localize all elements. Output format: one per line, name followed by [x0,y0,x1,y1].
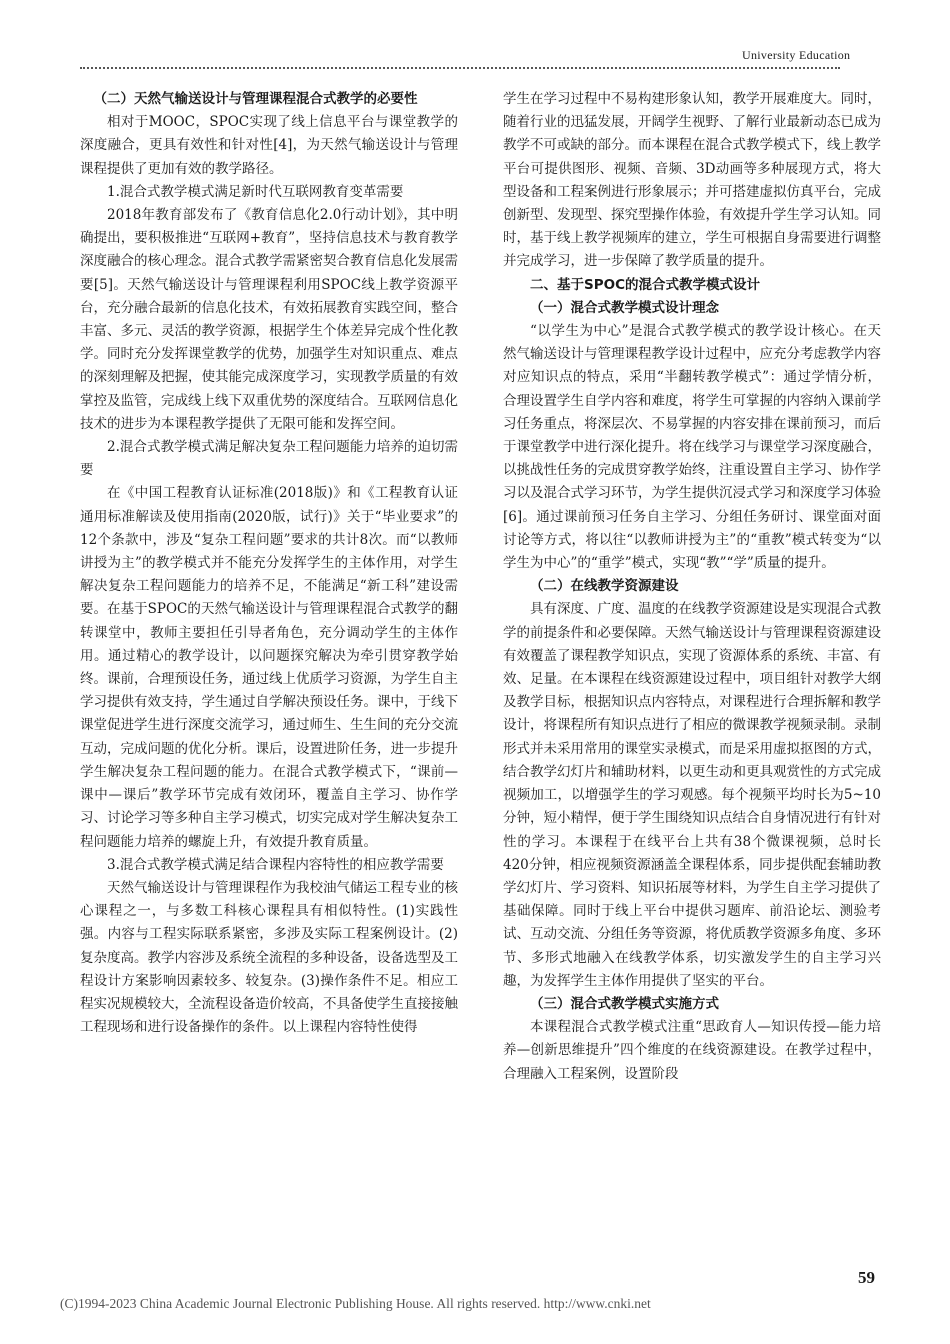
paragraph: 在《中国工程教育认证标准(2018版)》和《工程教育认证通用标准解读及使用指南(2020版，试行)》关于“毕业要求”的12个条款中，涉及“复杂工程问题”要求的共计8次。而“以教师讲授为主”的教学模式并不能充分发挥学生的主体作用，对学生解决复杂工程问题能力的培养不足，不能满足“新工科”建设需要。在基于SPOC的天然气输送设计与管理课程混合式教学的翻转课堂中，教师主要担任引导者角色，充分调动学生的主体作用。通过精心的教学设计，以问题探究解决为牵引贯穿教学始终。课前，合理预设任务，通过线上优质学习资源，为学生自主学习提供有效支持，学生通过自学解决预设任务。课中，于线下课堂促进学生进行深度交流学习，通过师生、生生间的充分交流互动，完成问题的优化分析。课后，设置进阶任务，进一步提升学生解决复杂工程问题的能力。在混合式教学模式下，“课前—课中—课后”教学环节完成有效闭环，覆盖自主学习、协作学习、讨论学习等多种自主学习模式，切实完成对学生解决复杂工程问题能力培养的螺旋上升，有效提升教育质量。 [80,485,458,850]
paragraph-continued: 学生在学习过程中不易构建形象认知，教学开展难度大。同时，随着行业的迅猛发展，开阔学生视野、了解行业最新动态已成为教学不可或缺的部分。而本课程在混合式教学模式下，线上教学平台可提供图形、视频、音频、3D动画等多种展现方式，将大型设备和工程案例进行形象展示；并可搭建虚拟仿真平台，完成创新型、发现型、探究型操作体验，有效提升学生学习认知。同时，基于线上教学视频库的建立，学生可根据自身需要进行调整并完成学习，进一步保障了教学质量的提升。 [503,91,881,270]
subheading-online-resources: （二）在线教学资源建设 [530,578,679,595]
subheading-necessity: （二）天然气输送设计与管理课程混合式教学的必要性 [93,91,418,107]
paragraph: 2018年教育部发布了《教育信息化2.0行动计划》，其中明确提出，要积极推进“互联网+教育”，坚持信息技术与教育教学深度融合的核心理念。混合式教学需紧密契合教育信息化发展需要[5]。天然气输送设计与管理课程利用SPOC线上教学资源平台，充分融合最新的信息化技术，有效拓展教育实践空间，整合丰富、多元、灵活的教学资源，根据学生个体差异完成个性化教学。同时充分发挥课堂教学的优势，加强学生对知识重点、难点的深刻理解及把握，使其能完成深度学习，实现教学质量的有效掌控及监管，完成线上线下双重优势的深度结合。互联网信息化技术的进步为本课程教学提供了无限可能和发挥空间。 [80,207,458,432]
left-column [80,88,458,1039]
paragraph: 本课程混合式教学模式注重“思政育人—知识传授—能力培养—创新思维提升”四个维度的在线资源建设。在教学过程中，合理融入工程案例，设置阶段 [503,1019,881,1082]
subheading-design-concept: （一）混合式教学模式设计理念 [530,299,719,316]
paragraph: 天然气输送设计与管理课程作为我校油气储运工程专业的核心课程之一，与多数工科核心课程具有相似特性。(1)实践性强。内容与工程实际联系紧密，多涉及实际工程案例设计。(2)复杂度高。教学内容涉及系统全流程的多种设备，设备选型及工程设计方案影响因素较多、较复杂。(3)操作条件不足。相应工程实况规模较大，全流程设备造价较高，不具备使学生直接接触工程现场和进行设备操作的条件。以上课程内容特性使得 [80,879,458,1036]
page-number: 59 [858,1268,875,1287]
journal-name: University Education [742,48,851,62]
paragraph: 具有深度、广度、温度的在线教学资源建设是实现混合式教学的前提条件和必要保障。天然气输送设计与管理课程资源建设有效覆盖了课程教学知识点，实现了资源体系的系统、丰富、有效、足量。在本课程在线资源建设过程中，项目组针对教学大纲及教学目标，根据知识点内容特点，对课程进行合理拆解和教学设计，将课程所有知识点进行了相应的微课教学视频录制。录制形式并未采用常用的课堂实录模式，而是采用虚拟抠图的方式，结合教学幻灯片和辅助材料，以更生动和更具观赏性的方式完成视频加工，以增强学生的学习观感。每个视频平均时长为5~10分钟，短小精悍，便于学生围绕知识点结合自身情况进行有针对性的学习。本课程于在线平台上共有38个微课视频，总时长420分钟，相应视频资源涵盖全课程体系，同步提供配套辅助教学幻灯片、学习资料、知识拓展等材料，为学生自主学习提供了基础保障。同时于线上平台中提供习题库、前沿论坛、测验考试、互动交流、分组任务等资源，将优质教学资源多角度、多环节、多形式地融入在线教学体系，切实激发学生的自主学习兴趣，为发挥学生主体作用提供了坚实的平台。 [503,601,881,989]
copyright-notice: (C)1994-2023 China Academic Journal Electronic Publishing House. All rights reserved. http://www.cnki.net [60,1296,651,1311]
header-divider [80,67,840,69]
numbered-heading: 2.混合式教学模式满足解决复杂工程问题能力培养的迫切需要 [80,439,458,479]
paragraph: “以学生为中心”是混合式教学模式的教学设计核心。在天然气输送设计与管理课程教学设计过程中，应充分考虑教学内容对应知识点的特点，采用“半翻转教学模式”：通过学情分析，合理设置学生自学内容和难度，将学生可掌握的内容纳入课前学习任务重点，将深层次、不易掌握的内容安排在课前预习，而后于课堂教学中进行深化提升。将在线学习与课堂学习深度融合，以挑战性任务的完成贯穿教学始终，注重设置自主学习、协作学习以及混合式学习环节，为学生提供沉浸式学习和深度学习体验[6]。通过课前预习任务自主学习、分组任务研讨、课堂面对面讨论等方式，将以往“以教师讲授为主”的“重教”模式转变为“以学生为中心”的“重学”模式，实现“教”“学”质量的提升。 [503,323,881,572]
numbered-heading: 1.混合式教学模式满足新时代互联网教育变革需要 [107,183,404,200]
numbered-heading: 3.混合式教学模式满足结合课程内容特性的相应教学需要 [107,856,444,873]
paragraph: 相对于MOOC，SPOC实现了线上信息平台与课堂教学的深度融合，更具有效性和针对性[4]，为天然气输送设计与管理课程提供了更加有效的教学路径。 [80,114,458,177]
subheading-implementation: （三）混合式教学模式实施方式 [530,995,719,1012]
right-column [503,88,881,1086]
section-heading: 二、基于SPOC的混合式教学模式设计 [530,276,761,293]
